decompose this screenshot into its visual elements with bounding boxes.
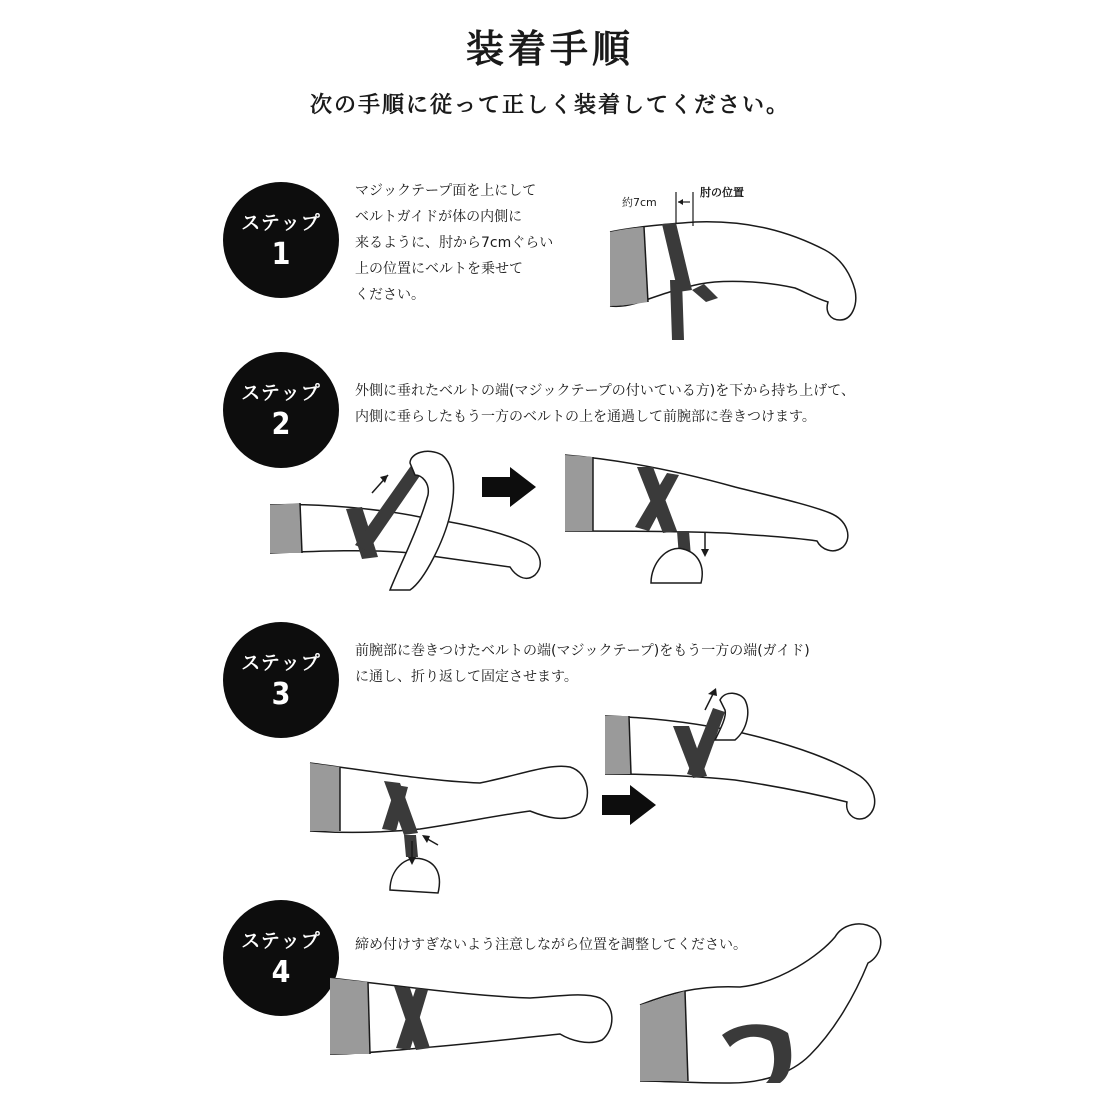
step-3-text-line2: に通し、折り返して固定させます。	[355, 669, 578, 685]
page-subtitle: 次の手順に従って正しく装着してください。	[309, 93, 790, 118]
step-4-illustration-b	[630, 915, 890, 1095]
step-1-distance-label: 約7cm	[622, 196, 657, 209]
step-1-elbow-label: 肘の位置	[700, 186, 744, 199]
step-1-illustration	[600, 180, 880, 350]
step-3-text-line1: 前腕部に巻きつけたベルトの端(マジックテープ)をもう一方の端(ガイド)	[355, 643, 810, 659]
step-4-illustration-a	[320, 968, 620, 1078]
step-4-badge-label: ステップ	[241, 930, 321, 952]
step-4-number: 4	[271, 955, 291, 990]
step-3-illustration-a	[300, 745, 600, 895]
step-2-badge-label: ステップ	[241, 382, 321, 404]
step-4-text-line1: 締め付けすぎないよう注意しながら位置を調整してください。	[355, 937, 747, 953]
step-2-text-line1: 外側に垂れたベルトの端(マジックテープの付いている方)を下から持ち上げて、	[355, 383, 855, 399]
step-2-arrow-icon	[480, 467, 540, 507]
step-3-badge	[223, 622, 339, 738]
step-1-badge-label: ステップ	[241, 212, 321, 234]
step-3-illustration-b	[595, 680, 885, 830]
step-2-illustration-b	[555, 445, 855, 590]
step-2-text-line2: 内側に垂らしたもう一方のベルトの上を通過して前腕部に巻きつけます。	[355, 409, 816, 425]
step-1-number: 1	[271, 237, 291, 272]
step-1-text: マジックテープ面を上にして ベルトガイドが体の内側に 来るように、肘から7cmぐらい 上の位置にベルトを乗せて ください。	[355, 183, 554, 303]
page-title: 装着手順	[465, 27, 634, 71]
step-1-badge	[223, 182, 339, 298]
step-3-number: 3	[271, 677, 291, 712]
step-2-number: 2	[271, 407, 291, 442]
step-3-badge-label: ステップ	[241, 652, 321, 674]
